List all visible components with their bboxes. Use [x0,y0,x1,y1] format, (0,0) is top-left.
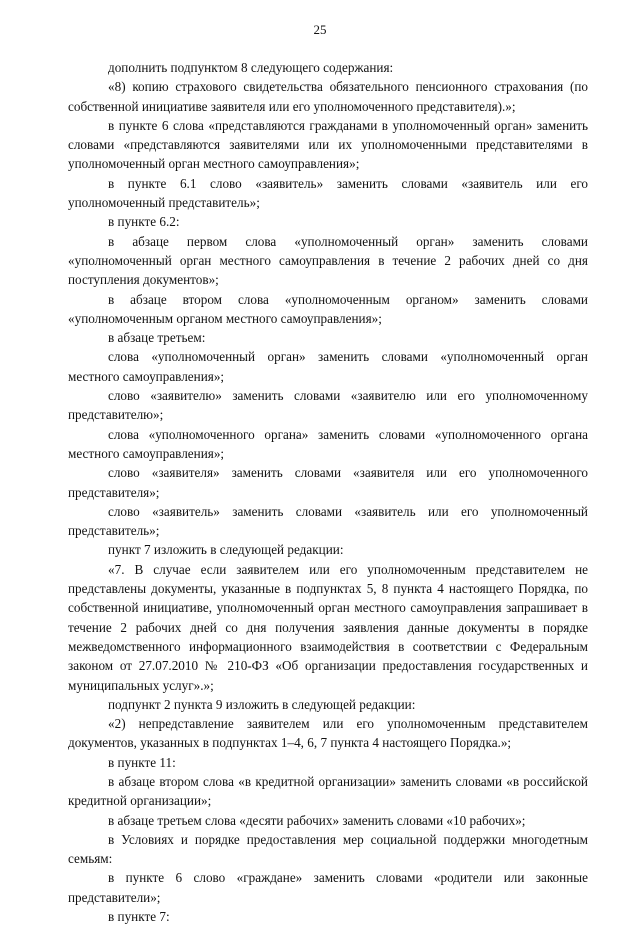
paragraph: в пункте 6 слова «представляются гражданами в уполномоченный орган» заменить словами «представляются заявителями или их уполномоченными представителями в уполномоченный орган местного самоуправления»; [68,117,588,172]
paragraph: дополнить подпунктом 8 следующего содержания: [108,60,394,75]
paragraph: в абзаце втором слова «уполномоченным органом» заменить словами «уполномоченным органом местного самоуправления»; [68,291,588,326]
paragraph: слово «заявителя» заменить словами «заявителя или его уполномоченного представителя»; [68,465,588,500]
paragraph: в абзаце первом слова «уполномоченный орган» заменить словами «уполномоченный орган местного самоуправления в течение 2 рабочих дней со дня поступления документов»; [68,233,588,288]
paragraph: в абзаце третьем слова «десяти рабочих» заменить словами «10 рабочих»; [108,812,526,828]
paragraph: в абзаце втором слова «в кредитной организации» заменить словами «в российской кредитной организации»; [68,773,588,809]
paragraph: в пункте 7: [108,909,170,925]
paragraph: слово «заявитель» заменить словами «заявитель или его уполномоченный представитель»; [68,503,588,539]
paragraph: «7. В случае если заявителем или его уполномоченным представителем не представлены документы, указанные в подпунктах 5, 8 пункта 4 настоящего Порядка, по собственной инициативе, уполномоченный орган местного самоуправления запрашивает в течение 2 рабочих дней со дня получения заявления данные документы в порядке межведомственного информационного взаимодействия в соответствии с Федеральным законом от 27.07.2010 № 210-ФЗ «Об организации предоставления государственных и муниципальных услуг».»; [68,561,588,693]
document-body [68,58,588,926]
paragraph: в пункте 6 слово «граждане» заменить словами «родители или законные представители»; [68,870,588,905]
paragraph: «2) непредставление заявителем или его уполномоченным представителем документов, указанных в подпунктах 1–4, 6, 7 пункта 4 настоящего Порядка.»; [68,716,588,751]
paragraph: слова «уполномоченного органа» заменить словами «уполномоченного органа местного самоуправления»; [68,426,588,461]
paragraph: пункт 7 изложить в следующей редакции: [108,542,344,558]
paragraph: подпункт 2 пункта 9 изложить в следующей редакции: [108,696,416,712]
paragraph: слово «заявителю» заменить словами «заявителю или его уполномоченному представителю»; [68,388,588,423]
paragraph: в Условиях и порядке предоставления мер социальной поддержки многодетным семьям: [68,831,588,867]
page-number: 25 [313,22,327,37]
paragraph: в абзаце третьем: [108,330,206,346]
paragraph: в пункте 6.2: [108,214,180,230]
paragraph: «8) копию страхового свидетельства обязательного пенсионного страхования (по собственной инициативе заявителя или его уполномоченного представителя).»; [68,79,588,114]
paragraph: в пункте 6.1 слово «заявитель» заменить словами «заявитель или его уполномоченный представитель»; [68,175,588,211]
paragraph: слова «уполномоченный орган» заменить словами «уполномоченный орган местного самоуправления»; [68,349,588,384]
paragraph: в пункте 11: [108,754,176,770]
